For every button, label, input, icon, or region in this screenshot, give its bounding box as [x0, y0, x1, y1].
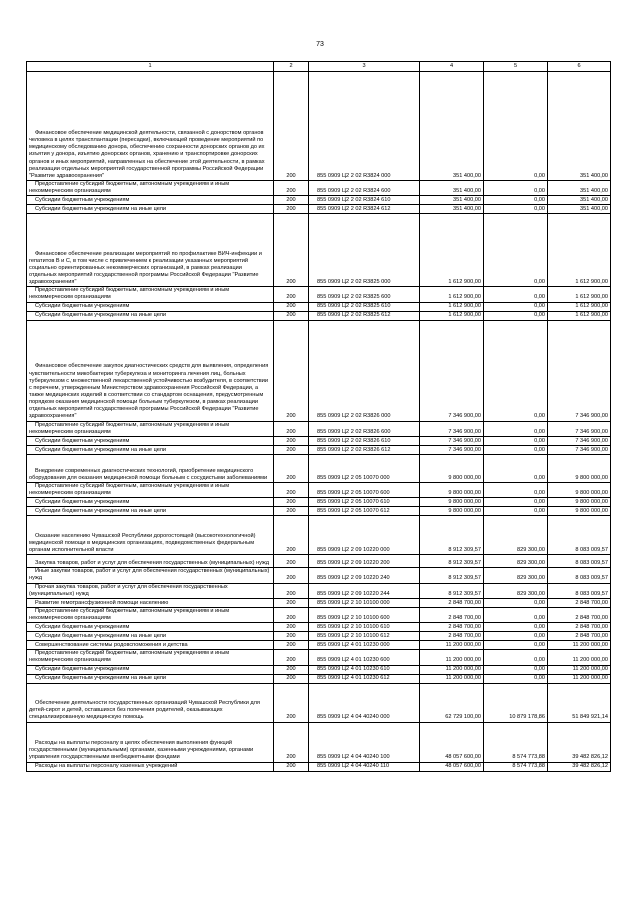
row-code: 855 0909 Ц2 2 02 R3826 000 [309, 320, 420, 421]
table-body [27, 72, 611, 772]
column-header: 1 [27, 62, 274, 72]
row-col5: 0,00 [484, 205, 548, 214]
row-name [27, 722, 274, 762]
row-col6: 351 400,00 [548, 72, 611, 181]
row-code: 855 0909 Ц2 2 02 R3824 600 [309, 181, 420, 196]
table-row [27, 181, 611, 196]
row-col5: 0,00 [484, 320, 548, 421]
row-name [27, 607, 274, 622]
table-row [27, 674, 611, 683]
row-name-text: Субсидии бюджетным учреждениям на иные цели [35, 206, 167, 213]
table-row [27, 421, 611, 436]
row-name-text: Субсидии бюджетным учреждениям на иные цели [35, 508, 167, 515]
row-col6: 2 848 700,00 [548, 607, 611, 622]
row-col6: 8 083 009,57 [548, 555, 611, 568]
row-col4: 8 912 309,57 [420, 583, 484, 598]
row-col6: 1 612 900,00 [548, 214, 611, 287]
row-name-text: Развитие гемотрансфузионной помощи населению [35, 599, 169, 606]
row-code: 855 0909 Ц2 2 09 10220 244 [309, 583, 420, 598]
row-col2: 200 [274, 482, 309, 497]
row-name [27, 641, 274, 650]
table-row [27, 320, 611, 421]
row-col2: 200 [274, 555, 309, 568]
row-col5: 0,00 [484, 302, 548, 311]
row-code: 855 0909 Ц2 2 02 R3824 612 [309, 205, 420, 214]
row-code: 855 0909 Ц2 4 04 40240 110 [309, 762, 420, 771]
table-row [27, 311, 611, 320]
row-name [27, 482, 274, 497]
row-code: 855 0909 Ц2 2 02 R3825 610 [309, 302, 420, 311]
row-col5: 0,00 [484, 607, 548, 622]
row-name-text: Предоставление субсидий бюджетным, автономным учреждениям и иным некоммерческим организациям [29, 607, 230, 622]
table-row [27, 302, 611, 311]
row-name [27, 568, 274, 583]
table-row [27, 665, 611, 674]
row-code: 855 0909 Ц2 4 01 10230 610 [309, 665, 420, 674]
row-code: 855 0909 Ц2 2 02 R3825 600 [309, 287, 420, 302]
table-row [27, 607, 611, 622]
row-code: 855 0909 Ц2 2 10 10100 600 [309, 607, 420, 622]
row-col2: 200 [274, 287, 309, 302]
row-name [27, 214, 274, 287]
row-name [27, 516, 274, 555]
row-col2: 200 [274, 196, 309, 205]
row-col2: 200 [274, 568, 309, 583]
row-name [27, 196, 274, 205]
table-header-row [27, 62, 611, 72]
row-name [27, 445, 274, 454]
column-header: 6 [548, 62, 611, 72]
row-code: 855 0909 Ц2 2 02 R3824 610 [309, 196, 420, 205]
row-col5: 0,00 [484, 287, 548, 302]
row-col6: 11 200 000,00 [548, 674, 611, 683]
row-col6: 2 848 700,00 [548, 623, 611, 632]
row-name-text: Субсидии бюджетным учреждениям [35, 499, 130, 506]
row-col6: 39 482 826,12 [548, 762, 611, 771]
row-col6: 9 800 000,00 [548, 498, 611, 507]
column-header: 2 [274, 62, 309, 72]
row-col4: 7 346 900,00 [420, 421, 484, 436]
row-col2: 200 [274, 623, 309, 632]
row-col4: 9 800 000,00 [420, 498, 484, 507]
row-col4: 351 400,00 [420, 181, 484, 196]
page-number: 73 [316, 41, 324, 48]
row-col5: 0,00 [484, 196, 548, 205]
row-col2: 200 [274, 454, 309, 482]
row-col4: 7 346 900,00 [420, 445, 484, 454]
row-col6: 7 346 900,00 [548, 320, 611, 421]
row-name [27, 205, 274, 214]
row-code: 855 0909 Ц2 4 01 10230 612 [309, 674, 420, 683]
row-name-text: Субсидии бюджетным учреждениям [35, 437, 130, 444]
row-code: 855 0909 Ц2 2 09 10220 000 [309, 516, 420, 555]
row-col6: 351 400,00 [548, 196, 611, 205]
row-col5: 0,00 [484, 454, 548, 482]
row-col6: 8 083 009,57 [548, 516, 611, 555]
row-col4: 11 200 000,00 [420, 665, 484, 674]
row-name [27, 421, 274, 436]
column-header: 3 [309, 62, 420, 72]
table-row [27, 650, 611, 665]
row-col4: 7 346 900,00 [420, 320, 484, 421]
row-name-text: Совершенствование системы родовспоможения и детства [35, 642, 188, 649]
row-col4: 1 612 900,00 [420, 302, 484, 311]
row-col5: 0,00 [484, 641, 548, 650]
table-row [27, 598, 611, 607]
row-col5: 0,00 [484, 598, 548, 607]
row-col4: 11 200 000,00 [420, 674, 484, 683]
row-col2: 200 [274, 516, 309, 555]
row-col4: 1 612 900,00 [420, 214, 484, 287]
row-col5: 10 879 178,86 [484, 683, 548, 722]
row-name-text: Закупка товаров, работ и услуг для обеспечения государственных (муниципальных) нужд [35, 560, 269, 567]
row-col4: 9 800 000,00 [420, 482, 484, 497]
row-code: 855 0909 Ц2 2 09 10220 240 [309, 568, 420, 583]
row-col2: 200 [274, 641, 309, 650]
row-col5: 8 574 773,88 [484, 762, 548, 771]
row-col6: 39 482 826,12 [548, 722, 611, 762]
row-col5: 0,00 [484, 214, 548, 287]
row-col6: 11 200 000,00 [548, 665, 611, 674]
table-row [27, 623, 611, 632]
row-col4: 62 729 100,00 [420, 683, 484, 722]
row-name-text: Иные закупки товаров, работ и услуг для обеспечения государственных (муниципальных) нужд [29, 568, 270, 582]
row-name [27, 762, 274, 771]
row-code: 855 0909 Ц2 2 02 R3826 610 [309, 436, 420, 445]
row-col5: 0,00 [484, 665, 548, 674]
budget-table [26, 61, 611, 772]
row-col4: 48 057 600,00 [420, 762, 484, 771]
row-col4: 2 848 700,00 [420, 607, 484, 622]
row-name-text: Предоставление субсидий бюджетным, автономным учреждениям и иным некоммерческим организациям [29, 650, 230, 664]
row-name [27, 311, 274, 320]
row-name-text: Обеспечение деятельности государственных организаций Чувашской Республики для детей-сирот и детей, оставшихся без попечения родителей, оказывающих специализированную медицинскую помощь [29, 700, 260, 721]
row-col2: 200 [274, 598, 309, 607]
row-code: 855 0909 Ц2 2 09 10220 200 [309, 555, 420, 568]
table-row [27, 722, 611, 762]
row-code: 855 0909 Ц2 2 05 10070 600 [309, 482, 420, 497]
row-col6: 7 346 900,00 [548, 445, 611, 454]
row-col5: 0,00 [484, 507, 548, 516]
row-col5: 829 300,00 [484, 516, 548, 555]
row-name-text: Расходы на выплаты персоналу казенных учреждений [35, 763, 178, 770]
table-row [27, 445, 611, 454]
table-row [27, 436, 611, 445]
row-col2: 200 [274, 722, 309, 762]
row-col2: 200 [274, 607, 309, 622]
row-col6: 351 400,00 [548, 181, 611, 196]
row-code: 855 0909 Ц2 2 10 10100 610 [309, 623, 420, 632]
row-code: 855 0909 Ц2 4 01 10230 600 [309, 650, 420, 665]
row-col5: 0,00 [484, 674, 548, 683]
row-name [27, 498, 274, 507]
row-code: 855 0909 Ц2 4 01 10230 000 [309, 641, 420, 650]
row-name-text: Субсидии бюджетным учреждениям на иные цели [35, 633, 167, 640]
row-col2: 200 [274, 762, 309, 771]
row-col5: 0,00 [484, 623, 548, 632]
row-name [27, 72, 274, 181]
row-col4: 8 912 309,57 [420, 568, 484, 583]
row-col4: 8 912 309,57 [420, 516, 484, 555]
row-col6: 7 346 900,00 [548, 421, 611, 436]
table-row [27, 568, 611, 583]
row-col2: 200 [274, 683, 309, 722]
row-name [27, 555, 274, 568]
table-row [27, 516, 611, 555]
row-code: 855 0909 Ц2 2 02 R3826 612 [309, 445, 420, 454]
row-col5: 0,00 [484, 650, 548, 665]
row-col2: 200 [274, 632, 309, 641]
row-col2: 200 [274, 421, 309, 436]
column-header: 4 [420, 62, 484, 72]
row-col2: 200 [274, 214, 309, 287]
row-name-text: Финансовое обеспечение медицинской деятельности, связанной с донорством органов человека в целях трансплантации (пересадки), включающей проведение мероприятий по медицинскому обследованию донора, обеспечению сохранности донорских органов до их изъятия у донора, изъятию донорских органов, хранению и транспортировке донорских органов и иных мероприятий, направленных на обеспечение этой деятельности, в рамках реализации отдельных мероприятий государственной программы Российской Федерации "Развитие здравоохранения" [29, 129, 265, 179]
table-row [27, 482, 611, 497]
row-code: 855 0909 Ц2 2 05 10070 000 [309, 454, 420, 482]
row-col2: 200 [274, 498, 309, 507]
row-col2: 200 [274, 665, 309, 674]
row-col6: 1 612 900,00 [548, 311, 611, 320]
row-col4: 11 200 000,00 [420, 641, 484, 650]
row-col4: 7 346 900,00 [420, 436, 484, 445]
row-name [27, 436, 274, 445]
row-col2: 200 [274, 72, 309, 181]
column-header: 5 [484, 62, 548, 72]
table-row [27, 214, 611, 287]
row-name [27, 454, 274, 482]
row-col5: 829 300,00 [484, 583, 548, 598]
table-row [27, 454, 611, 482]
row-name-text: Субсидии бюджетным учреждениям [35, 624, 130, 631]
table-row [27, 498, 611, 507]
row-name [27, 302, 274, 311]
row-code: 855 0909 Ц2 2 02 R3826 600 [309, 421, 420, 436]
row-col4: 9 800 000,00 [420, 454, 484, 482]
row-col2: 200 [274, 205, 309, 214]
row-col6: 2 848 700,00 [548, 598, 611, 607]
row-col5: 0,00 [484, 445, 548, 454]
row-name-text: Финансовое обеспечение реализации мероприятий по профилактике ВИЧ-инфекции и гепатитов В и С, в том числе с привлечением к реализации указанных мероприятий социально ориентированных некоммерческих организаций, в рамках реализации отдельных мероприятий государственной программы Российской Федерации "Развитие здравоохранения" [29, 250, 262, 286]
table-row [27, 196, 611, 205]
row-name-text: Субсидии бюджетным учреждениям на иные цели [35, 312, 167, 319]
row-col5: 0,00 [484, 72, 548, 181]
row-col6: 351 400,00 [548, 205, 611, 214]
row-name-text: Субсидии бюджетным учреждениям [35, 197, 130, 204]
row-name-text: Субсидии бюджетным учреждениям [35, 666, 130, 673]
table-row [27, 641, 611, 650]
row-name [27, 665, 274, 674]
row-code: 855 0909 Ц2 2 02 R3824 000 [309, 72, 420, 181]
row-col6: 1 612 900,00 [548, 302, 611, 311]
row-name [27, 598, 274, 607]
row-col2: 200 [274, 507, 309, 516]
row-col2: 200 [274, 181, 309, 196]
row-col5: 0,00 [484, 436, 548, 445]
row-col5: 0,00 [484, 421, 548, 436]
row-code: 855 0909 Ц2 2 05 10070 612 [309, 507, 420, 516]
row-col6: 51 849 921,14 [548, 683, 611, 722]
row-col5: 0,00 [484, 311, 548, 320]
row-name-text: Предоставление субсидий бюджетным, автономным учреждениям и иным некоммерческим организациям [29, 421, 230, 435]
row-name-text: Субсидии бюджетным учреждениям на иные цели [35, 675, 167, 682]
row-code: 855 0909 Ц2 2 02 R3825 000 [309, 214, 420, 287]
row-name [27, 623, 274, 632]
row-col5: 0,00 [484, 498, 548, 507]
row-col4: 351 400,00 [420, 72, 484, 181]
row-name [27, 287, 274, 302]
row-name-text: Субсидии бюджетным учреждениям [35, 303, 130, 310]
table-row [27, 583, 611, 598]
row-name [27, 674, 274, 683]
table-row [27, 555, 611, 568]
row-name [27, 632, 274, 641]
row-col4: 351 400,00 [420, 205, 484, 214]
row-col4: 2 848 700,00 [420, 598, 484, 607]
row-name-text: Предоставление субсидий бюджетным, автономным учреждениям и иным некоммерческим организациям [29, 287, 230, 301]
row-col5: 829 300,00 [484, 568, 548, 583]
row-name-text: Прочая закупка товаров, работ и услуг для обеспечения государственных (муниципальных) нужд [29, 583, 228, 597]
row-col6: 11 200 000,00 [548, 650, 611, 665]
row-code: 855 0909 Ц2 4 04 40240 100 [309, 722, 420, 762]
row-col2: 200 [274, 445, 309, 454]
row-name-text: Субсидии бюджетным учреждениям на иные цели [35, 446, 167, 453]
row-name [27, 320, 274, 421]
row-col6: 8 083 009,57 [548, 583, 611, 598]
row-col6: 9 800 000,00 [548, 507, 611, 516]
row-name-text: Оказание населению Чувашской Республики дорогостоящей (высокотехнологичной) медицинской помощи в медицинских организациях, подведомственных федеральным органам исполнительной власти [29, 532, 256, 554]
row-col2: 200 [274, 583, 309, 598]
row-col2: 200 [274, 311, 309, 320]
row-col6: 8 083 009,57 [548, 568, 611, 583]
row-code: 855 0909 Ц2 2 10 10100 612 [309, 632, 420, 641]
row-col5: 0,00 [484, 181, 548, 196]
row-code: 855 0909 Ц2 2 05 10070 610 [309, 498, 420, 507]
row-col2: 200 [274, 650, 309, 665]
row-col4: 2 848 700,00 [420, 623, 484, 632]
row-col4: 11 200 000,00 [420, 650, 484, 665]
row-name-text: Предоставление субсидий бюджетным, автономным учреждениям и иным некоммерческим организациям [29, 482, 230, 497]
row-col4: 1 612 900,00 [420, 311, 484, 320]
row-col4: 48 057 600,00 [420, 722, 484, 762]
row-col6: 1 612 900,00 [548, 287, 611, 302]
row-col6: 9 800 000,00 [548, 454, 611, 482]
row-name [27, 583, 274, 598]
row-code: 855 0909 Ц2 2 10 10100 000 [309, 598, 420, 607]
row-code: 855 0909 Ц2 2 02 R3825 612 [309, 311, 420, 320]
table-row [27, 287, 611, 302]
row-name [27, 650, 274, 665]
table-row [27, 507, 611, 516]
row-col4: 8 912 309,57 [420, 555, 484, 568]
row-col2: 200 [274, 436, 309, 445]
row-col4: 1 612 900,00 [420, 287, 484, 302]
row-col5: 8 574 773,88 [484, 722, 548, 762]
row-col6: 2 848 700,00 [548, 632, 611, 641]
row-col5: 0,00 [484, 482, 548, 497]
row-col6: 7 346 900,00 [548, 436, 611, 445]
row-col2: 200 [274, 674, 309, 683]
row-col6: 11 200 000,00 [548, 641, 611, 650]
row-col2: 200 [274, 320, 309, 421]
table-row [27, 632, 611, 641]
row-col4: 2 848 700,00 [420, 632, 484, 641]
row-col4: 9 800 000,00 [420, 507, 484, 516]
row-name [27, 507, 274, 516]
row-col4: 351 400,00 [420, 196, 484, 205]
row-col5: 829 300,00 [484, 555, 548, 568]
row-code: 855 0909 Ц2 4 04 40240 000 [309, 683, 420, 722]
table-row [27, 762, 611, 771]
table-row [27, 205, 611, 214]
row-col5: 0,00 [484, 632, 548, 641]
row-name-text: Внедрение современных диагностических технологий, приобретение медицинского оборудования для оказания медицинской помощи больным с сосудистыми заболеваниями [29, 467, 268, 481]
row-col2: 200 [274, 302, 309, 311]
row-name-text: Предоставление субсидий бюджетным, автономным учреждениям и иным некоммерческим организациям [29, 181, 230, 195]
row-name [27, 683, 274, 722]
row-name-text: Расходы на выплаты персоналу в целях обеспечения выполнения функций государственными (муниципальными) органами, казенными учреждениями, органами управления государственными внебюджетными фондами [29, 740, 254, 761]
row-name-text: Финансовое обеспечение закупок диагностических средств для выявления, определения чувствительности микобактерии туберкулеза и мониторинга лечения лиц, больных туберкулезом с множественной лекарственной устойчивостью возбудителя, в соответствии с перечнем, утвержденным Министерством здравоохранения Российской Федерации, а также медицинских изделий в соответствии со стандартом оснащения, предусмотренным порядком оказания медицинской помощи больным туберкулезом, в рамках реализации отдельных мероприятий государственной программы Российской Федерации "Развитие здравоохранения" [29, 363, 269, 420]
row-col6: 9 800 000,00 [548, 482, 611, 497]
row-name [27, 181, 274, 196]
table-row [27, 72, 611, 181]
table-row [27, 683, 611, 722]
